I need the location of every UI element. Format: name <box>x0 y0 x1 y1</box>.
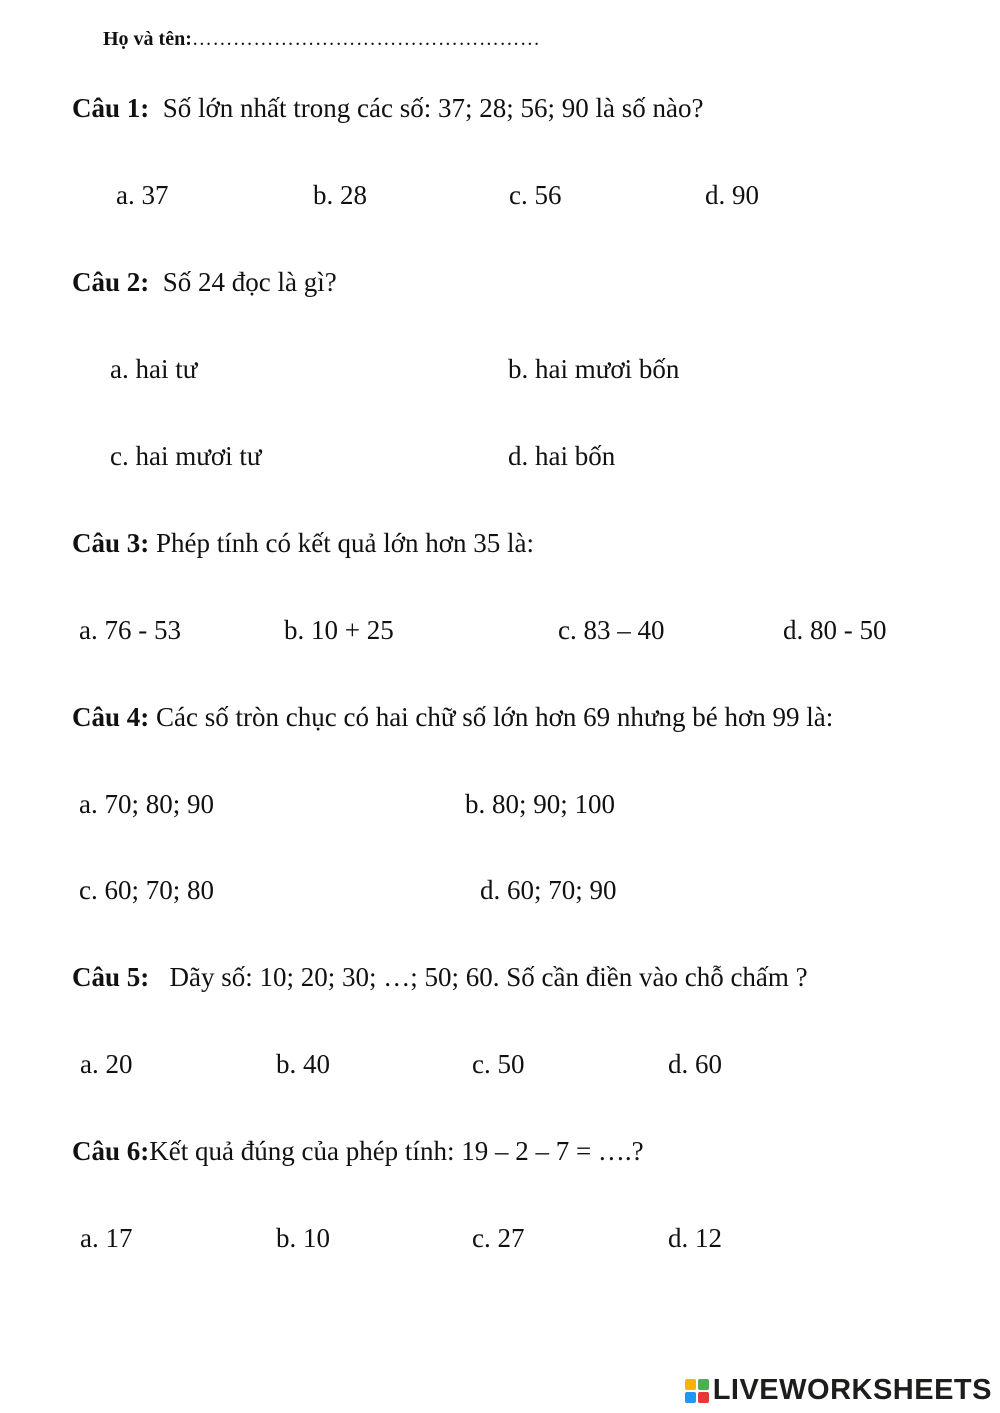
q4-option-c[interactable]: c. 60; 70; 80 <box>79 875 214 905</box>
name-field-line <box>103 28 540 51</box>
question-3-label: Câu 3: <box>72 528 150 558</box>
liveworksheets-logo-text: LIVEWORKSHEETS <box>712 1374 992 1406</box>
question-6-label: Câu 6: <box>72 1136 150 1166</box>
liveworksheets-logo-icon <box>685 1379 709 1403</box>
q6-option-c[interactable]: c. 27 <box>472 1223 525 1253</box>
q4-option-a[interactable]: a. 70; 80; 90 <box>79 789 214 819</box>
q2-option-b[interactable]: b. hai mươi bốn <box>508 354 680 384</box>
q3-option-c[interactable]: c. 83 – 40 <box>558 615 665 645</box>
q6-option-a[interactable]: a. 17 <box>80 1223 133 1253</box>
question-1-text: Số lớn nhất trong các số: 37; 28; 56; 90 là số nào? <box>162 93 704 123</box>
question-4-label: Câu 4: <box>72 702 150 732</box>
q1-option-c[interactable]: c. 56 <box>509 180 562 210</box>
liveworksheets-logo <box>685 1374 992 1407</box>
q2-option-a[interactable]: a. hai tư <box>110 354 198 384</box>
name-label: Họ và tên: <box>103 28 192 50</box>
question-6 <box>72 1136 644 1167</box>
q1-option-b[interactable]: b. 28 <box>313 180 367 210</box>
question-4-text: Các số tròn chục có hai chữ số lớn hơn 69 nhưng bé hơn 99 là: <box>156 702 834 732</box>
question-5-text: Dãy số: 10; 20; 30; …; 50; 60. Số cần điền vào chỗ chấm ? <box>169 962 808 992</box>
q6-option-d[interactable]: d. 12 <box>668 1223 722 1253</box>
question-3-text: Phép tính có kết quả lớn hơn 35 là: <box>156 528 535 558</box>
question-2-text: Số 24 đọc là gì? <box>162 267 337 297</box>
question-2-label: Câu 2: <box>72 267 150 297</box>
question-4 <box>72 702 833 733</box>
q2-option-c[interactable]: c. hai mươi tư <box>110 441 262 471</box>
q3-option-d[interactable]: d. 80 - 50 <box>783 615 887 645</box>
q3-option-b[interactable]: b. 10 + 25 <box>284 615 394 645</box>
q4-option-b[interactable]: b. 80; 90; 100 <box>465 789 616 819</box>
question-1-label: Câu 1: <box>72 93 150 123</box>
logo-tile-l <box>685 1379 696 1390</box>
q5-option-c[interactable]: c. 50 <box>472 1049 525 1079</box>
q2-option-d[interactable]: d. hai bốn <box>508 441 616 471</box>
logo-tile-e <box>698 1392 709 1403</box>
q1-option-d[interactable]: d. 90 <box>705 180 759 210</box>
question-6-text: Kết quả đúng của phép tính: 19 – 2 – 7 = ….? <box>149 1136 644 1166</box>
question-3 <box>72 528 534 559</box>
name-blank[interactable]: …………………………………………… <box>191 28 541 50</box>
question-5-label: Câu 5: <box>72 962 150 992</box>
q5-option-d[interactable]: d. 60 <box>668 1049 722 1079</box>
question-2 <box>72 267 337 298</box>
q5-option-a[interactable]: a. 20 <box>80 1049 133 1079</box>
logo-tile-v <box>685 1392 696 1403</box>
q3-option-a[interactable]: a. 76 - 53 <box>79 615 181 645</box>
question-1 <box>72 93 703 124</box>
question-5 <box>72 962 808 993</box>
q6-option-b[interactable]: b. 10 <box>276 1223 330 1253</box>
q1-option-a[interactable]: a. 37 <box>116 180 169 210</box>
q4-option-d[interactable]: d. 60; 70; 90 <box>480 875 617 905</box>
q5-option-b[interactable]: b. 40 <box>276 1049 330 1079</box>
logo-tile-i <box>698 1379 709 1390</box>
